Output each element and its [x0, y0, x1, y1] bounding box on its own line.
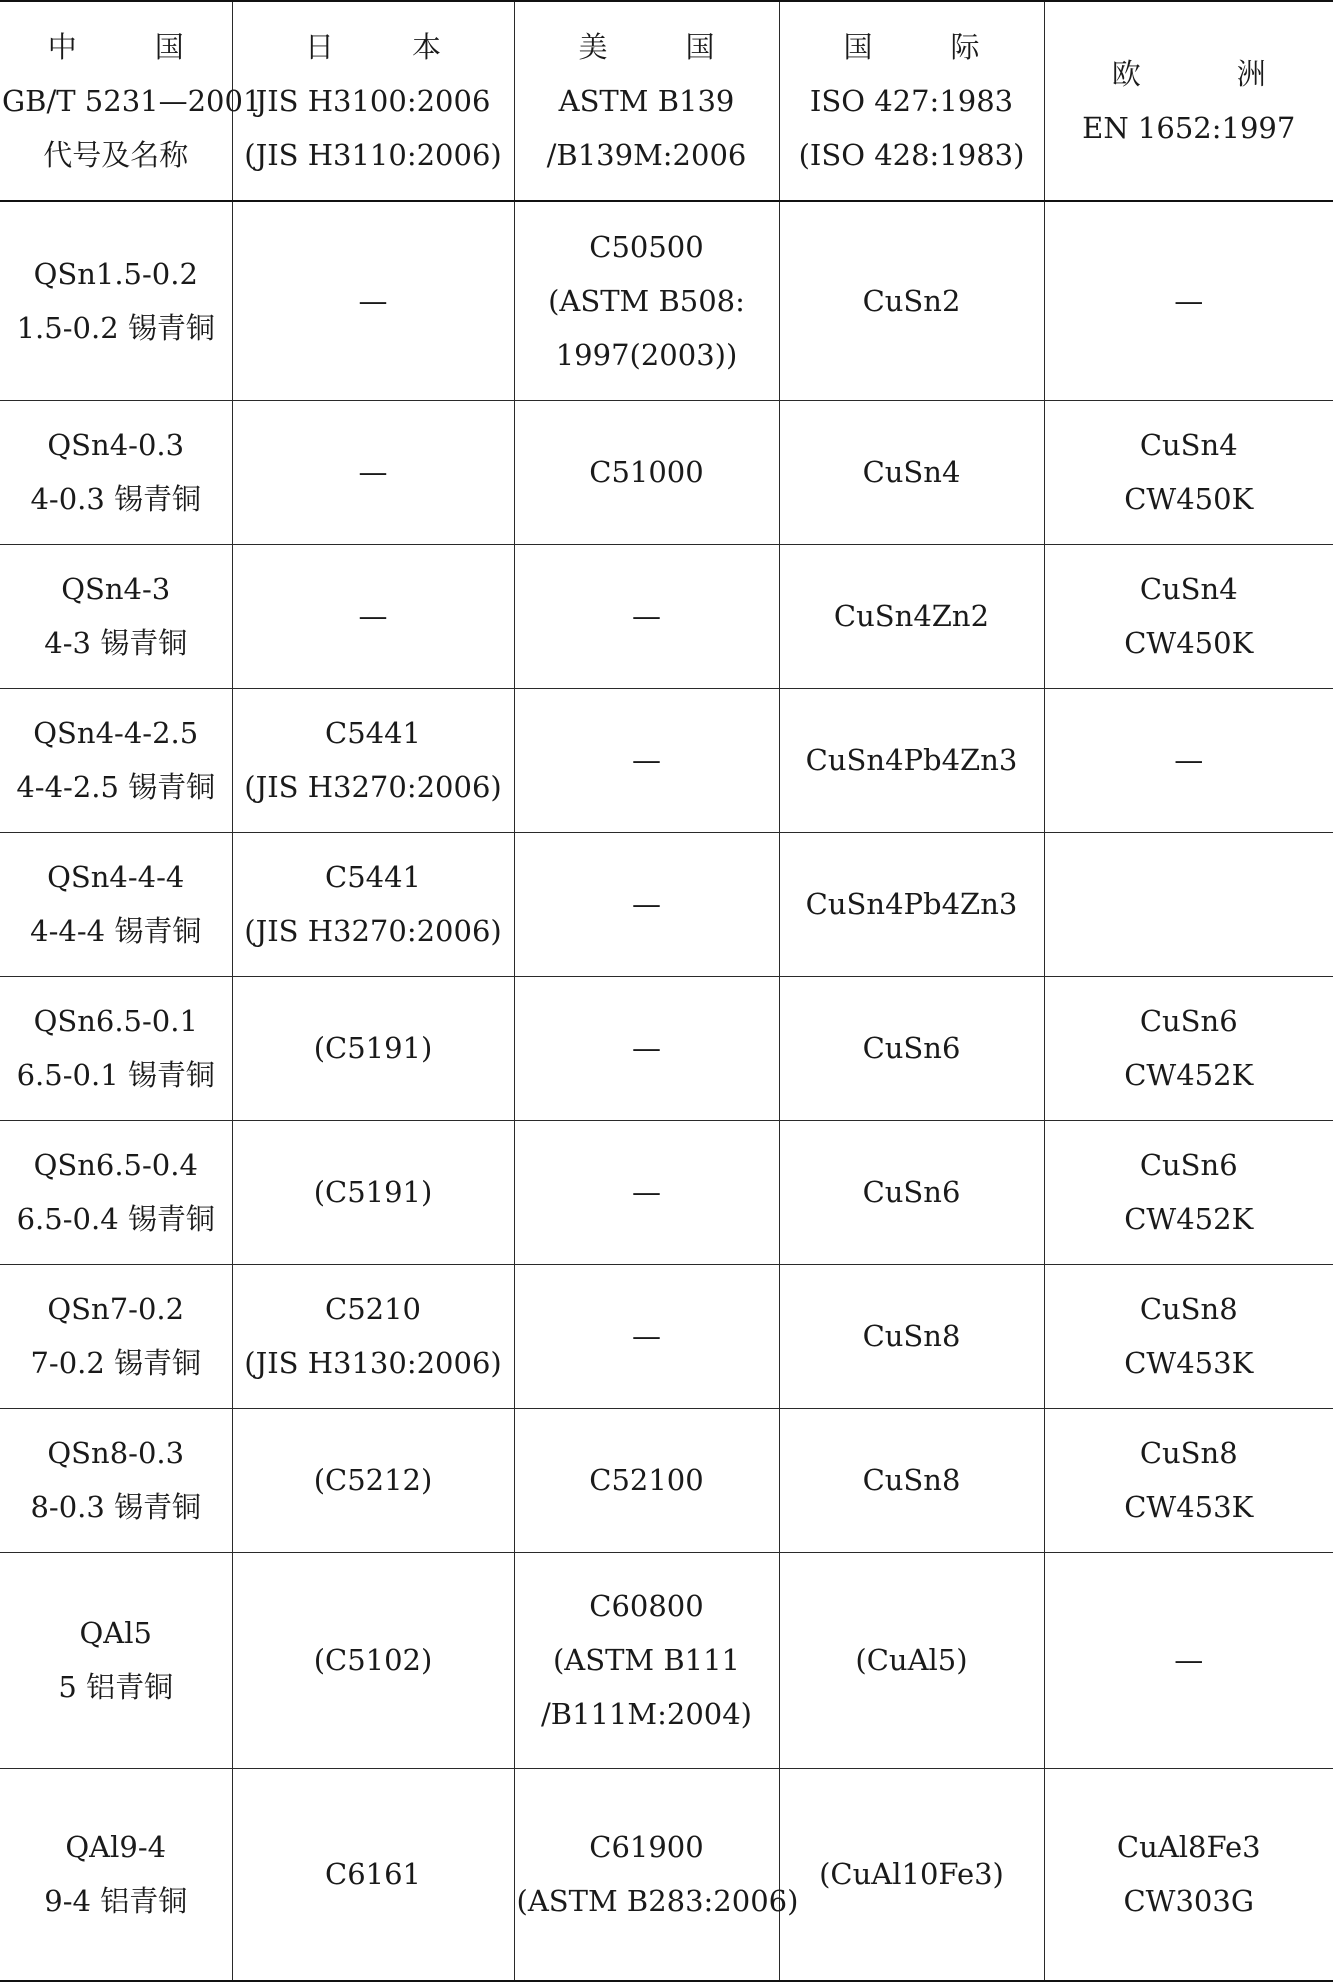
- table-cell-japan: [232, 1120, 514, 1264]
- cell-line: (CuAl5): [855, 1643, 968, 1677]
- table-cell-china: [0, 201, 232, 400]
- cell-line: 4-4-4 锡青铜: [30, 914, 202, 948]
- cell-line: (C5102): [313, 1643, 433, 1677]
- table-cell-usa: [514, 1768, 799, 1981]
- cell-line: QAl5: [79, 1616, 152, 1650]
- header-intl: [779, 1, 1044, 201]
- table-cell-europe: [1044, 400, 1333, 544]
- cell-line: 1.5-0.2 锡青铜: [16, 310, 215, 345]
- cell-line: 4-3 锡青铜: [44, 626, 188, 660]
- cell-line: QSn4-4-2.5: [33, 716, 199, 750]
- cell-line: CW450K: [1124, 482, 1254, 516]
- cell-line: 9-4 铝青铜: [44, 1884, 188, 1919]
- header-intl-standard: ISO 427:1983: [809, 84, 1014, 118]
- table-cell-usa: [514, 201, 779, 400]
- table-cell-europe: [1044, 544, 1333, 688]
- table-cell-intl: [779, 544, 1044, 688]
- table-cell-intl: [779, 688, 1044, 832]
- cell-line: 4-4-2.5 锡青铜: [16, 770, 216, 804]
- cell-line: C5441: [325, 716, 421, 750]
- cell-line: 5 铝青铜: [58, 1670, 174, 1704]
- cell-line: CuSn8: [862, 1319, 961, 1353]
- cell-line: QSn8-0.3: [47, 1436, 185, 1470]
- cell-line: CuSn8: [1139, 1292, 1238, 1326]
- header-europe: [1044, 1, 1333, 201]
- table-cell-intl: [779, 1264, 1044, 1408]
- cell-line: CW453K: [1124, 1346, 1254, 1380]
- cell-line: (CuAl10Fe3): [819, 1857, 1004, 1892]
- cell-line: CW453K: [1124, 1490, 1254, 1524]
- cell-line: C50500: [589, 229, 704, 264]
- table-cell-china: [0, 1768, 232, 1981]
- cell-line: QSn4-0.3: [47, 428, 185, 462]
- table-cell-europe: [1044, 976, 1333, 1120]
- cell-line: CuSn6: [862, 1175, 961, 1209]
- table-row: [0, 201, 1333, 400]
- cell-line: (JIS H3130:2006): [244, 1346, 502, 1380]
- table-cell-japan: [232, 201, 514, 400]
- header-usa-standard: ASTM B139: [558, 84, 735, 118]
- cell-line: C5441: [325, 860, 421, 894]
- header-japan: [232, 1, 514, 201]
- table-cell-europe: [1044, 1264, 1333, 1408]
- table-row: [0, 1120, 1333, 1264]
- header-china: [0, 1, 262, 201]
- table-row: [0, 1768, 1333, 1981]
- cell-line: CuSn6: [862, 1031, 961, 1065]
- header-usa-title: 美 国: [578, 30, 715, 64]
- cell-line: (JIS H3270:2006): [244, 770, 502, 804]
- cell-line: C5210: [325, 1292, 421, 1326]
- cell-line: 6.5-0.4 锡青铜: [16, 1202, 215, 1236]
- cell-line: —: [632, 1175, 661, 1209]
- cell-line: (ASTM B111: [552, 1643, 741, 1677]
- header-china-caption: 代号及名称: [43, 138, 189, 172]
- table-row: [0, 832, 1333, 976]
- table-row: [0, 400, 1333, 544]
- table-cell-usa: [514, 1264, 779, 1408]
- table-cell-intl: [779, 1120, 1044, 1264]
- table-cell-intl: [779, 1408, 1044, 1552]
- header-europe-standard: EN 1652:1997: [1082, 111, 1296, 145]
- table-row: [0, 688, 1333, 832]
- cell-line: (C5191): [313, 1175, 433, 1209]
- cell-line: CW303G: [1123, 1884, 1254, 1919]
- header-row: [0, 1, 1333, 201]
- header-usa: [514, 1, 779, 201]
- header-intl-title: 国 际: [843, 30, 980, 64]
- table-cell-usa: [514, 832, 779, 976]
- cell-line: CuSn4: [862, 455, 961, 489]
- cell-line: 1997(2003)): [555, 337, 738, 372]
- table-cell-china: [0, 1552, 232, 1768]
- table-cell-china: [0, 544, 232, 688]
- cell-line: (ASTM B283:2006): [516, 1884, 799, 1919]
- table-cell-europe: [1044, 688, 1333, 832]
- table-cell-japan: [232, 400, 514, 544]
- table-cell-china: [0, 976, 232, 1120]
- table-cell-intl: [779, 400, 1044, 544]
- cell-line: CuSn4Pb4Zn3: [805, 887, 1018, 921]
- cell-line: CW452K: [1124, 1202, 1254, 1236]
- cell-line: QSn4-3: [61, 572, 171, 606]
- cell-line: QSn1.5-0.2: [33, 256, 198, 291]
- cell-line: CW450K: [1124, 626, 1254, 660]
- cell-line: CuSn8: [1139, 1436, 1238, 1470]
- table-cell-usa: [514, 1120, 779, 1264]
- table-cell-europe: [1044, 832, 1333, 976]
- table-cell-china: [0, 1120, 232, 1264]
- header-intl-standard-alt: (ISO 428:1983): [798, 138, 1025, 172]
- cell-line: —: [1174, 1643, 1204, 1677]
- table-cell-usa: [514, 1408, 779, 1552]
- cell-line: —: [358, 283, 388, 318]
- cell-line: C6161: [325, 1857, 421, 1892]
- table-cell-china: [0, 400, 232, 544]
- cell-line: /B111M:2004): [540, 1697, 752, 1731]
- table-row: [0, 1408, 1333, 1552]
- cell-line: (ASTM B508:: [548, 283, 745, 318]
- cell-line: CuSn4: [1139, 428, 1238, 462]
- cell-line: C61900: [589, 1830, 704, 1865]
- cell-line: —: [1174, 743, 1204, 777]
- table-cell-europe: [1044, 1768, 1333, 1981]
- table-cell-intl: [779, 1552, 1044, 1768]
- cell-line: CuSn4Zn2: [833, 599, 990, 633]
- table-cell-intl: [779, 976, 1044, 1120]
- table-cell-china: [0, 1264, 232, 1408]
- cell-line: (C5212): [313, 1463, 433, 1497]
- table-cell-japan: [232, 544, 514, 688]
- table-cell-china: [0, 688, 232, 832]
- cell-line: 6.5-0.1 锡青铜: [16, 1058, 215, 1092]
- table-cell-usa: [514, 688, 779, 832]
- table-cell-japan: [232, 688, 514, 832]
- table-row: [0, 544, 1333, 688]
- cell-line: CuAl8Fe3: [1116, 1830, 1261, 1865]
- cell-line: —: [358, 599, 388, 633]
- cell-line: (JIS H3270:2006): [244, 914, 502, 948]
- cell-line: —: [358, 455, 388, 489]
- cell-line: QSn6.5-0.1: [33, 1004, 198, 1038]
- table-cell-usa: [514, 544, 779, 688]
- table-row: [0, 1264, 1333, 1408]
- cell-line: 8-0.3 锡青铜: [30, 1490, 202, 1524]
- cell-line: C60800: [589, 1589, 704, 1623]
- cell-line: —: [632, 887, 661, 921]
- header-japan-standard-alt: (JIS H3110:2006): [244, 138, 502, 172]
- header-europe-title: 欧 洲: [1111, 57, 1266, 91]
- table-cell-japan: [232, 1552, 514, 1768]
- cell-line: —: [632, 1031, 661, 1065]
- table-cell-usa: [514, 976, 779, 1120]
- table-cell-europe: [1044, 1120, 1333, 1264]
- table-cell-usa: [514, 1552, 779, 1768]
- header-china-title: 中 国: [47, 30, 184, 64]
- table-cell-japan: [232, 1768, 514, 1981]
- cell-line: QAl9-4: [65, 1830, 167, 1865]
- cell-line: QSn4-4-4: [47, 860, 185, 894]
- header-usa-standard-alt: /B139M:2006: [546, 138, 747, 172]
- cell-line: CuSn6: [1139, 1148, 1238, 1182]
- table-cell-europe: [1044, 201, 1333, 400]
- table-cell-japan: [232, 976, 514, 1120]
- table-cell-china: [0, 1408, 232, 1552]
- table-row: [0, 976, 1333, 1120]
- table-cell-intl: [779, 1768, 1044, 1981]
- cell-line: (C5191): [313, 1031, 433, 1065]
- table-cell-japan: [232, 1408, 514, 1552]
- table-cell-usa: [514, 400, 779, 544]
- cell-line: QSn7-0.2: [47, 1292, 185, 1326]
- cell-line: —: [632, 599, 661, 633]
- table-cell-intl: [779, 832, 1044, 976]
- header-china-standard: GB/T 5231—2001: [2, 84, 262, 118]
- cell-line: CuSn2: [862, 283, 961, 318]
- cell-line: —: [632, 1319, 661, 1353]
- cell-line: C52100: [589, 1463, 704, 1497]
- table-cell-europe: [1044, 1552, 1333, 1768]
- table-cell-intl: [779, 201, 1044, 400]
- cell-line: CuSn6: [1139, 1004, 1238, 1038]
- table-cell-china: [0, 832, 232, 976]
- table-cell-japan: [232, 1264, 514, 1408]
- cell-line: CuSn4: [1139, 572, 1238, 606]
- header-japan-title: 日 本: [304, 30, 442, 64]
- cell-line: C51000: [589, 455, 704, 489]
- cell-line: 7-0.2 锡青铜: [30, 1346, 202, 1380]
- cell-line: CuSn8: [862, 1463, 961, 1497]
- cell-line: —: [632, 743, 661, 777]
- table-body: [0, 201, 1333, 1981]
- header-japan-standard: JIS H3100:2006: [255, 84, 491, 118]
- cell-line: CuSn4Pb4Zn3: [805, 743, 1018, 777]
- table-cell-europe: [1044, 1408, 1333, 1552]
- cell-line: 4-0.3 锡青铜: [30, 482, 202, 516]
- cell-line: CW452K: [1124, 1058, 1254, 1092]
- table-cell-japan: [232, 832, 514, 976]
- cell-line: QSn6.5-0.4: [33, 1148, 198, 1182]
- table-row: [0, 1552, 1333, 1768]
- cell-line: —: [1174, 283, 1204, 318]
